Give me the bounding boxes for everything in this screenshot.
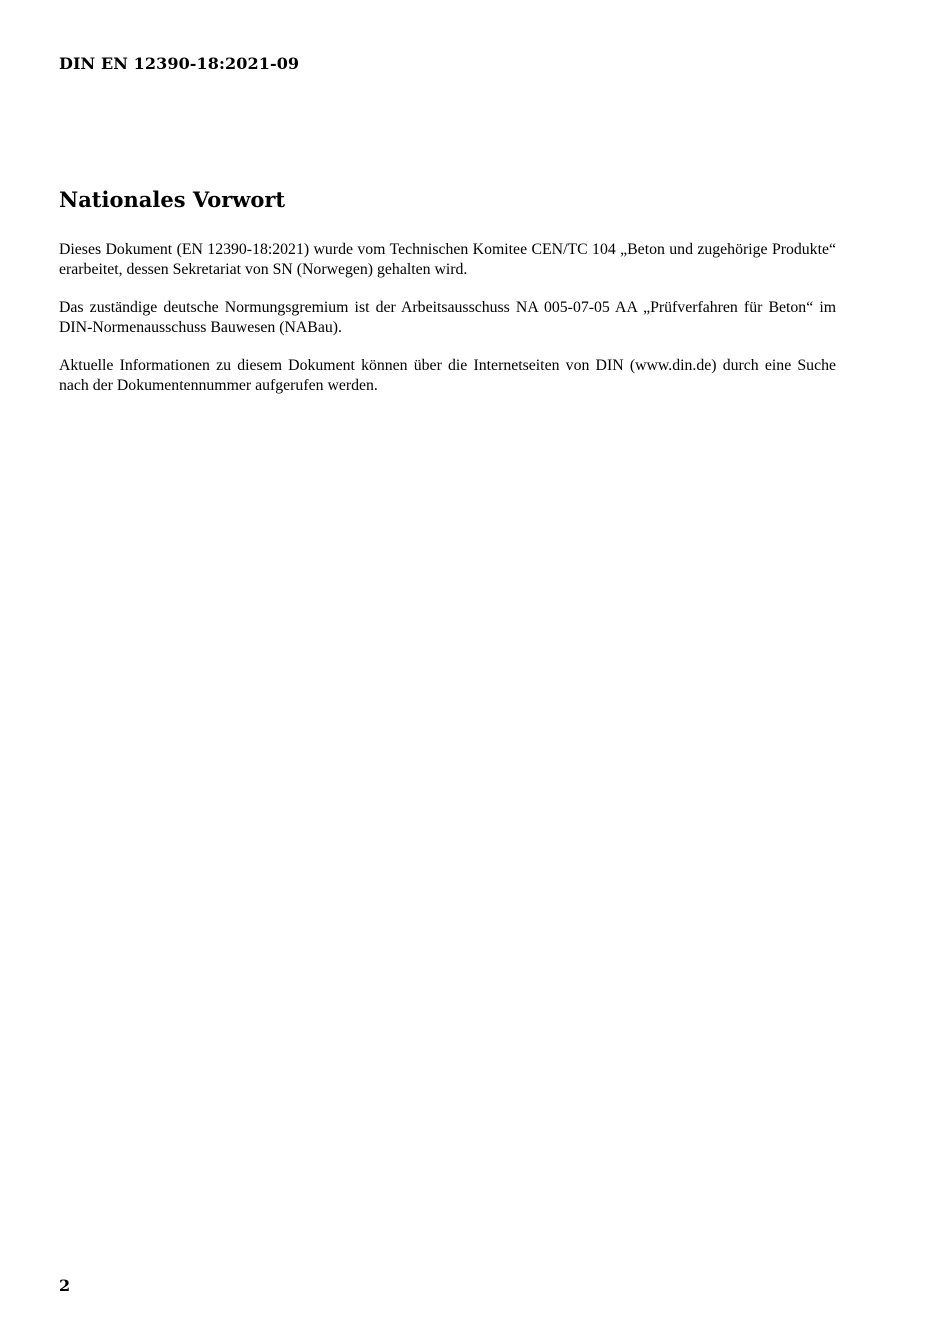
paragraph-standards-body: Das zuständige deutsche Normungsgremium ist der Arbeitsausschuss NA 005-07-05 AA „Prüfverfahren für Beton“ im DIN-Normenausschuss Bauwesen (NABau). xyxy=(59,299,836,336)
page-number: 2 xyxy=(59,1276,71,1295)
section-body xyxy=(59,240,836,414)
section-title: Nationales Vorwort xyxy=(59,187,286,212)
paragraph-information: Aktuelle Informationen zu diesem Dokument können über die Internetseiten von DIN (www.din.de) durch eine Suche nach der Dokumentennummer aufgerufen werden. xyxy=(59,357,836,394)
paragraph-committee: Dieses Dokument (EN 12390-18:2021) wurde vom Technischen Komitee CEN/TC 104 „Beton und zugehörige Produkte“ erarbeitet, dessen Sekretariat von SN (Norwegen) gehalten wird. xyxy=(59,241,836,278)
document-header: DIN EN 12390-18:2021-09 xyxy=(59,54,300,73)
